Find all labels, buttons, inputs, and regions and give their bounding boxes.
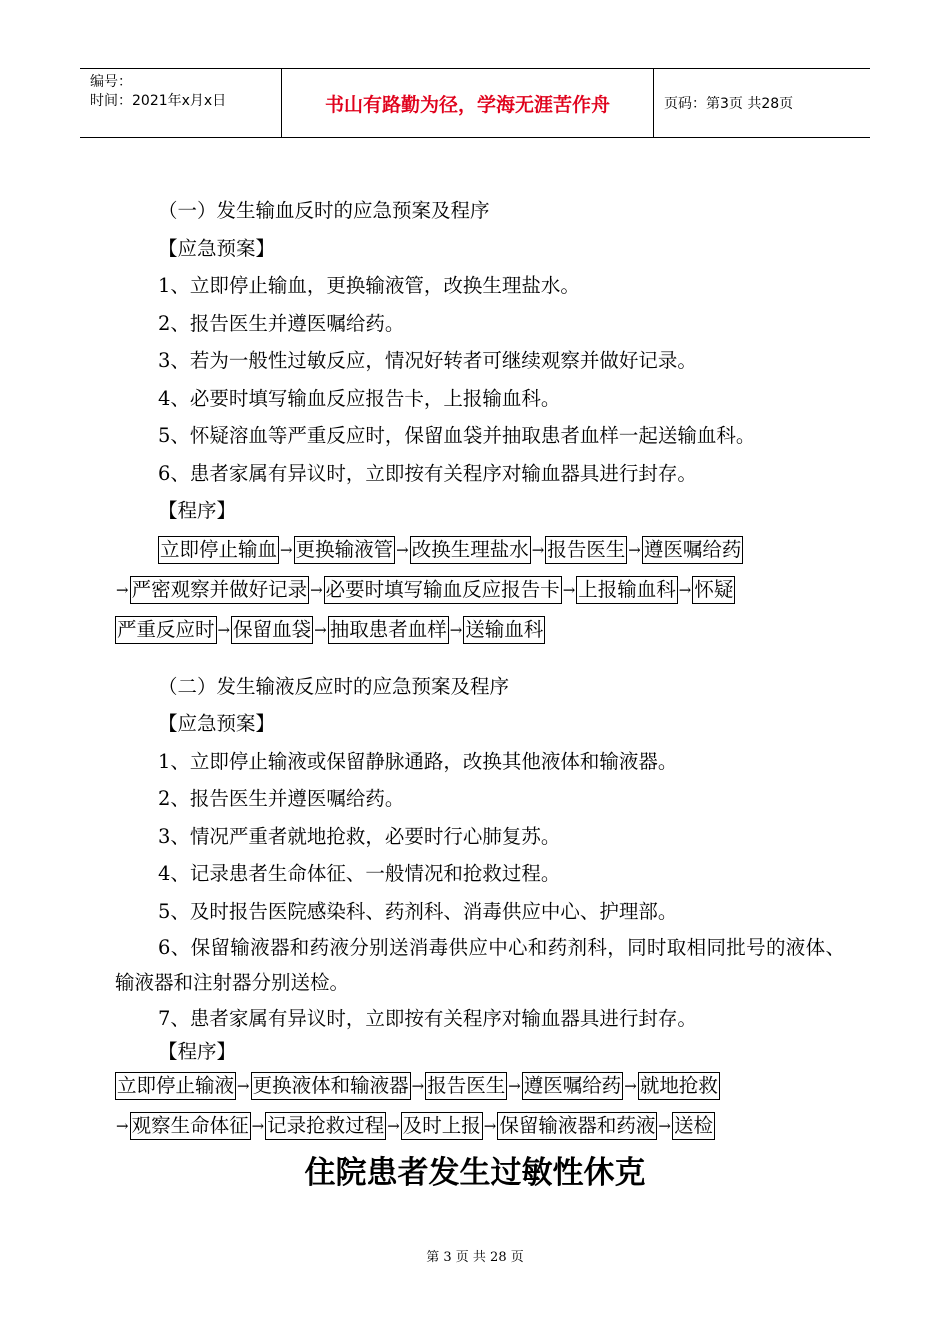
next-section-title: 住院患者发生过敏性休克 xyxy=(304,1155,646,1191)
arrow-icon: → xyxy=(531,540,545,559)
flow-step: 保留输液器和药液 xyxy=(497,1112,657,1140)
section1-flow-row xyxy=(115,570,845,610)
flow-step: 严密观察并做好记录 xyxy=(130,576,310,604)
arrow-icon: → xyxy=(396,540,409,559)
section2-item: 4、记录患者生命体征、一般情况和抢救过程。 xyxy=(158,862,561,885)
arrow-icon: → xyxy=(237,1076,250,1095)
arrow-icon: → xyxy=(116,580,129,599)
flow-step: 送输血科 xyxy=(463,616,545,644)
page-header xyxy=(80,68,870,138)
section2-item: 6、保留输液器和药液分别送消毒供应中心和药剂科，同时取相同批号的液体、输液器和注射器分别送检。 xyxy=(115,936,845,994)
flow-step: 更换液体和输液器 xyxy=(251,1072,411,1100)
flow-step: 立即停止输血 xyxy=(158,536,279,564)
number-label: 编号： xyxy=(90,74,132,90)
arrow-icon: → xyxy=(251,1116,265,1135)
flow-step: 立即停止输液 xyxy=(115,1072,236,1100)
arrow-icon: → xyxy=(217,620,231,639)
flow-step: 遵医嘱给药 xyxy=(642,536,744,564)
arrow-icon: → xyxy=(310,580,323,599)
flow-step: 保留血袋 xyxy=(231,616,313,644)
section2-plan-label: 【应急预案】 xyxy=(158,712,276,735)
document-body xyxy=(115,192,845,1146)
flow-step: 更换输液管 xyxy=(294,536,396,564)
time-label: 时间：2021年x月x日 xyxy=(90,93,227,109)
flow-step: 怀疑 xyxy=(692,576,735,604)
header-meta xyxy=(80,69,282,137)
flow-step: 抽取患者血样 xyxy=(328,616,449,644)
section1-flow-row xyxy=(115,530,845,570)
section2-item: 3、情况严重者就地抢救，必要时行心肺复苏。 xyxy=(158,824,561,848)
section2-title: （二）发生输液反应时的应急预案及程序 xyxy=(158,674,510,698)
section2-flow-row xyxy=(115,1106,845,1146)
header-page-info: 页码：第3页 共28页 xyxy=(664,96,794,112)
arrow-icon: → xyxy=(387,1116,400,1135)
arrow-icon: → xyxy=(314,620,327,639)
flow-step: 就地抢救 xyxy=(638,1072,720,1100)
flow-step: 改换生理盐水 xyxy=(410,536,531,564)
flow-step: 送检 xyxy=(672,1112,715,1140)
section2-item: 7、患者家属有异议时，立即按有关程序对输血器具进行封存。 xyxy=(158,1007,697,1030)
flow-step: 必要时填写输血反应报告卡 xyxy=(324,576,562,604)
section1-item: 6、患者家属有异议时，立即按有关程序对输血器具进行封存。 xyxy=(158,461,697,485)
flow-step: 严重反应时 xyxy=(115,616,217,644)
arrow-icon: → xyxy=(116,1116,129,1135)
flow-step: 记录抢救过程 xyxy=(265,1112,386,1140)
section1-item: 1、立即停止输血，更换输液管，改换生理盐水。 xyxy=(158,274,580,297)
section1-procedure-label: 【程序】 xyxy=(158,499,237,522)
header-motto: 书山有路勤为径，学海无涯苦作舟 xyxy=(282,69,654,137)
section2-flow-row xyxy=(115,1066,845,1106)
section2-item: 2、报告医生并遵医嘱给药。 xyxy=(158,787,405,810)
arrow-icon: → xyxy=(280,540,293,559)
section2-procedure-label: 【程序】 xyxy=(158,1039,237,1063)
arrow-icon: → xyxy=(411,1076,425,1095)
section1-flow-row xyxy=(115,610,845,650)
arrow-icon: → xyxy=(508,1076,521,1095)
section1-item: 2、报告医生并遵医嘱给药。 xyxy=(158,311,405,335)
flow-step: 报告医生 xyxy=(545,536,627,564)
section2-item: 5、及时报告医院感染科、药剂科、消毒供应中心、护理部。 xyxy=(158,899,678,923)
arrow-icon: → xyxy=(628,540,641,559)
flow-step: 上报输血科 xyxy=(576,576,678,604)
section2-item: 1、立即停止输液或保留静脉通路，改换其他液体和输液器。 xyxy=(158,749,678,773)
arrow-icon: → xyxy=(678,580,692,599)
arrow-icon: → xyxy=(483,1116,497,1135)
arrow-icon: → xyxy=(624,1076,637,1095)
flow-step: 报告医生 xyxy=(425,1072,507,1100)
section1-item: 5、怀疑溶血等严重反应时，保留血袋并抽取患者血样一起送输血科。 xyxy=(158,424,756,447)
page-footer: 第 3 页 共 28 页 xyxy=(426,1250,524,1265)
flow-step: 及时上报 xyxy=(401,1112,483,1140)
flow-step: 遵医嘱给药 xyxy=(522,1072,624,1100)
section1-item: 4、必要时填写输血反应报告卡，上报输血科。 xyxy=(158,386,561,410)
section1-plan-label: 【应急预案】 xyxy=(158,236,276,260)
section1-item: 3、若为一般性过敏反应，情况好转者可继续观察并做好记录。 xyxy=(158,349,697,372)
arrow-icon: → xyxy=(449,620,463,639)
section1-title: （一）发生输血反时的应急预案及程序 xyxy=(158,199,490,222)
arrow-icon: → xyxy=(562,580,576,599)
flow-step: 观察生命体征 xyxy=(130,1112,251,1140)
arrow-icon: → xyxy=(658,1116,671,1135)
